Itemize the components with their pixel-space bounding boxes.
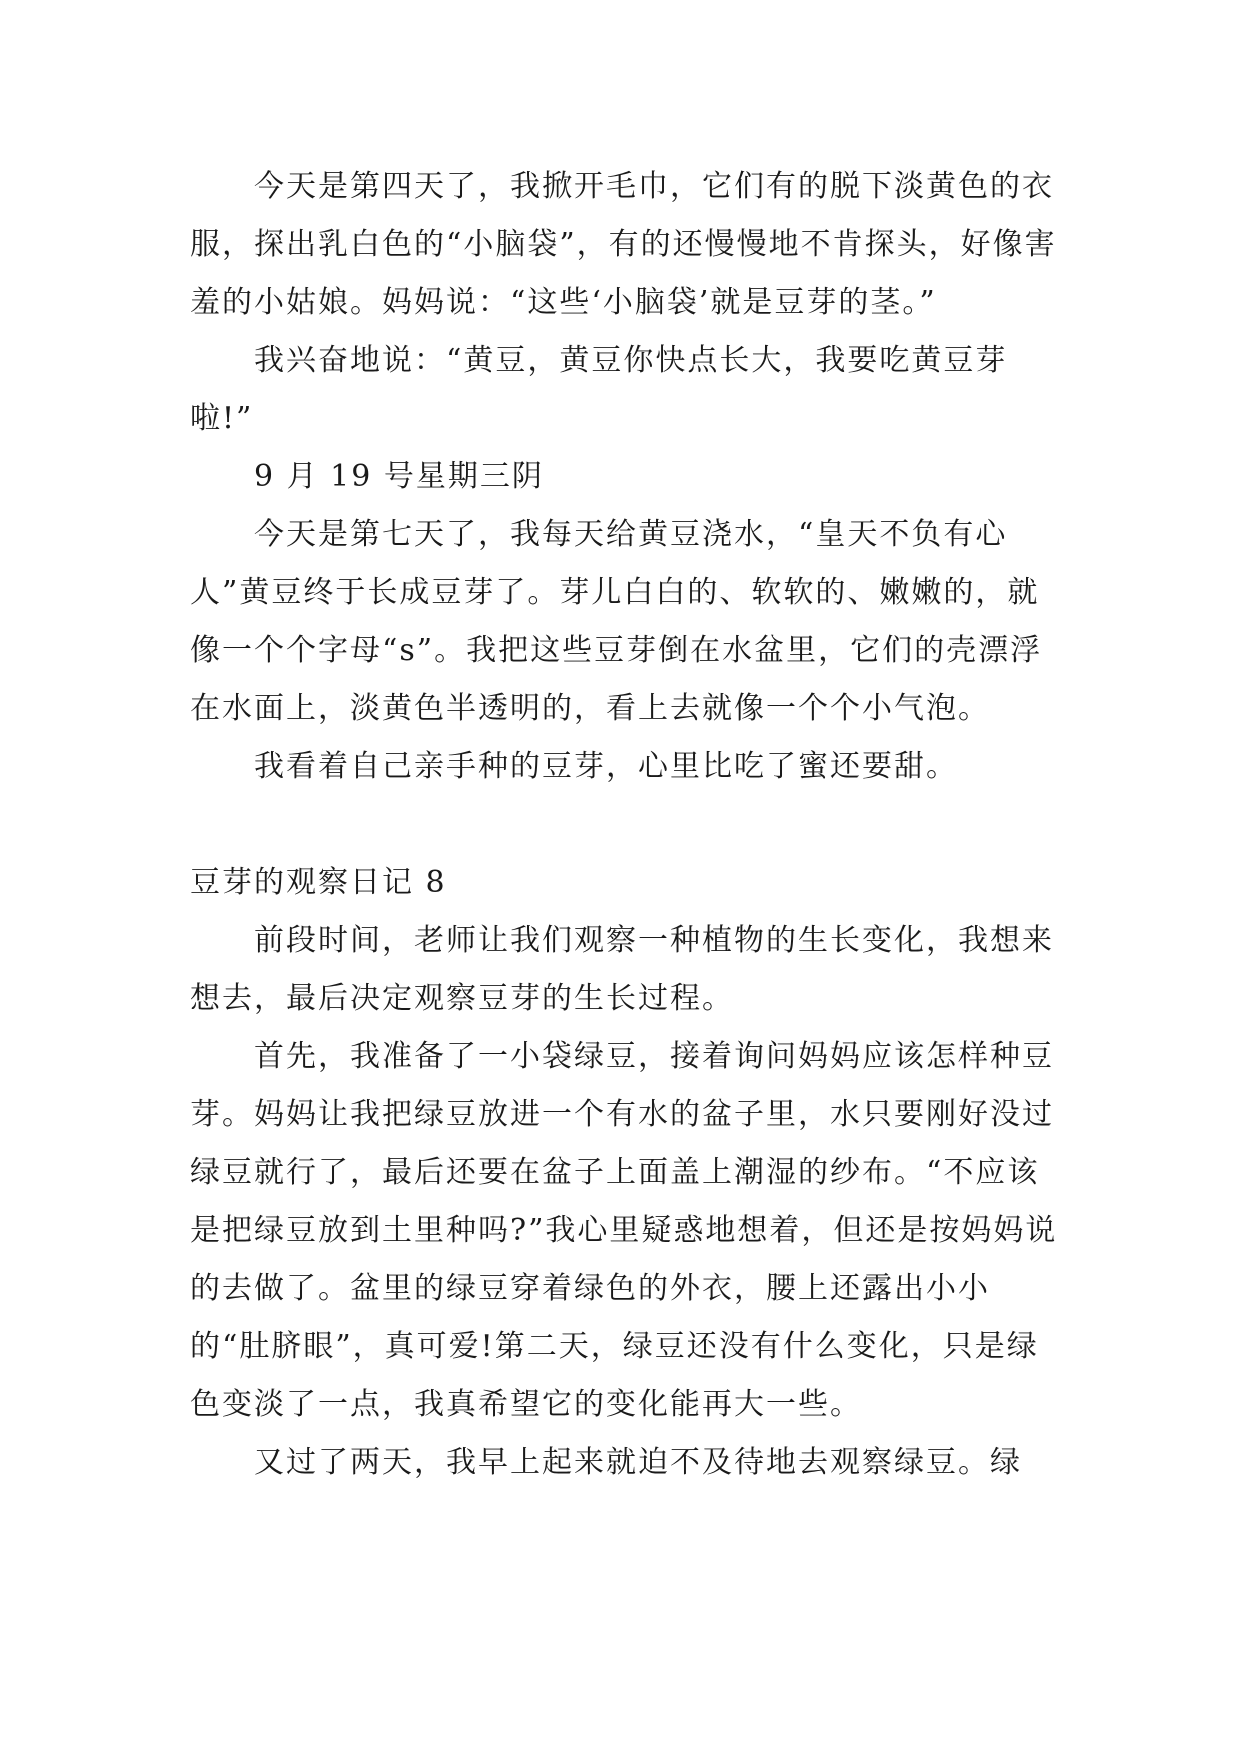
section-spacer bbox=[190, 796, 1060, 854]
paragraph-intro: 前段时间，老师让我们观察一种植物的生长变化，我想来想去，最后决定观察豆芽的生长过程。 bbox=[190, 923, 1054, 1016]
diary-date-line: 9 月 19 号星期三阴 bbox=[254, 459, 544, 494]
document-body bbox=[190, 158, 1060, 1492]
paragraph-excited-quote: 我兴奋地说：“黄豆，黄豆你快点长大，我要吃黄豆芽啦!” bbox=[190, 343, 1008, 436]
paragraph-day-seven: 今天是第七天了，我每天给黄豆浇水，“皇天不负有心人”黄豆终于长成豆芽了。芽儿白白的、软软的、嫩嫩的，就像一个个字母“s”。我把这些豆芽倒在水盆里，它们的壳漂浮在水面上，淡黄色半透明的，看上去就像一个个小气泡。 bbox=[190, 517, 1043, 726]
paragraph-preparation: 首先，我准备了一小袋绿豆，接着询问妈妈应该怎样种豆芽。妈妈让我把绿豆放进一个有水的盆子里，水只要刚好没过绿豆就行了，最后还要在盆子上面盖上潮湿的纱布。“不应该是把绿豆放到土里种吗?”我心里疑惑地想着，但还是按妈妈说的去做了。盆里的绿豆穿着绿色的外衣，腰上还露出小小的“肚脐眼”，真可爱!第二天，绿豆还没有什么变化，只是绿色变淡了一点，我真希望它的变化能再大一些。 bbox=[190, 1039, 1058, 1422]
paragraph-sweet-feeling: 我看着自己亲手种的豆芽，心里比吃了蜜还要甜。 bbox=[254, 749, 958, 784]
section-title: 豆芽的观察日记 8 bbox=[190, 865, 447, 900]
paragraph-day-four: 今天是第四天了，我掀开毛巾，它们有的脱下淡黄色的衣服，探出乳白色的“小脑袋”，有的还慢慢地不肯探头，好像害羞的小姑娘。妈妈说：“这些‘小脑袋’就是豆芽的茎。” bbox=[190, 169, 1057, 320]
paragraph-two-days-later: 又过了两天，我早上起来就迫不及待地去观察绿豆。绿 bbox=[254, 1445, 1022, 1480]
